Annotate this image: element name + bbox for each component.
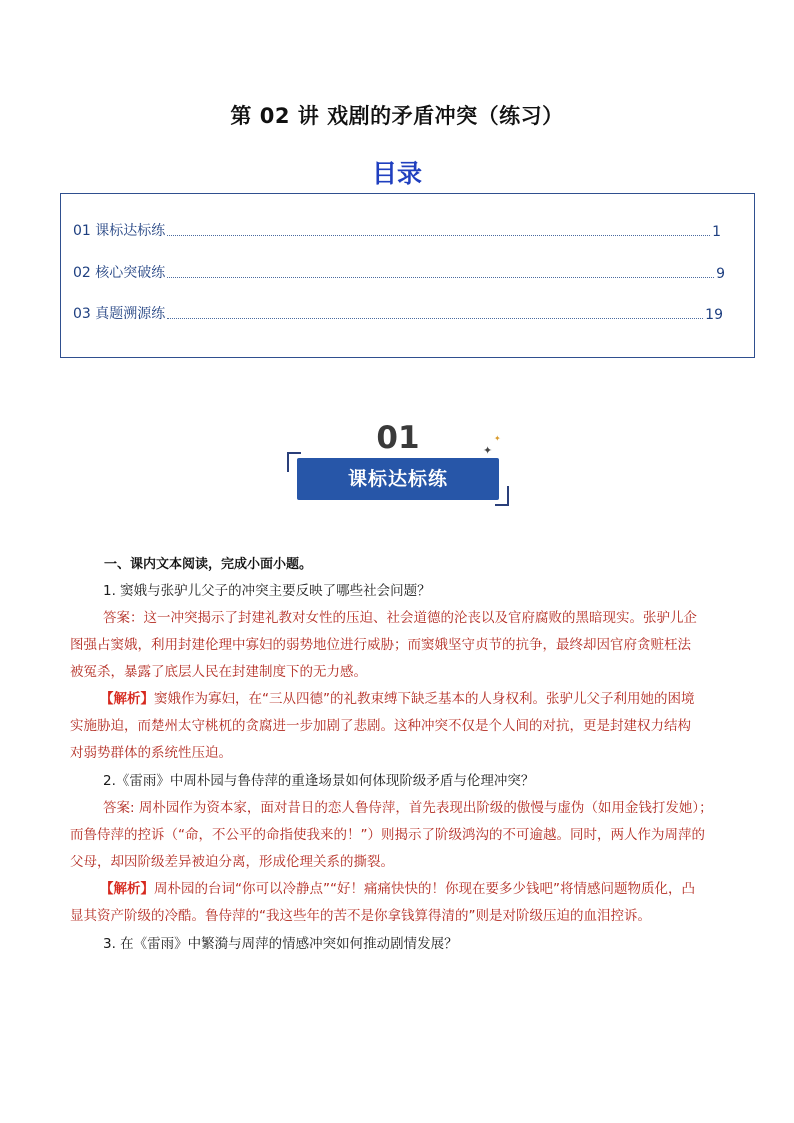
analysis-2-line-2: 显其资产阶级的冷酷。鲁侍萍的“我这些年的苦不是你拿钱算得清的”则是对阶级压迫的血泪控诉。 <box>70 908 651 924</box>
analysis-1-line-2: 实施胁迫，而楚州太守桃杌的贪腐进一步加剧了悲剧。这种冲突不仅是个人间的对抗，更是封建权力结构 <box>70 718 691 734</box>
question-1: 1. 窦娥与张驴儿父子的冲突主要反映了哪些社会问题？ <box>103 583 431 599</box>
analysis-text: 窦娥作为寡妇，在“三从四德”的礼教束缚下缺乏基本的人身权利。张驴儿父子利用她的困境 <box>154 691 695 707</box>
answer-2-line-2: 而鲁侍萍的控诉（“命，不公平的命指使我来的！”）则揭示了阶级鸿沟的不可逾越。同时，两人作为周萍的 <box>70 827 705 843</box>
answer-1-line-1: 答案：这一冲突揭示了封建礼教对女性的压迫、社会道德的沦丧以及官府腐败的黑暗现实。张驴儿企 <box>103 610 697 626</box>
section-banner-text: 课标达标练 <box>347 468 448 490</box>
analysis-2-line-1 <box>100 877 695 897</box>
toc-leader-dots <box>167 318 703 319</box>
toc-heading: 目录 <box>371 159 422 188</box>
document-title: 第 02 讲 戏剧的矛盾冲突（练习） <box>230 104 564 128</box>
toc-entry-2[interactable] <box>73 262 725 282</box>
analysis-tag: 【解析】 <box>100 881 154 897</box>
toc-entry-3[interactable] <box>73 303 723 323</box>
answer-2-line-3: 父母，却因阶级差异被迫分离，形成伦理关系的撕裂。 <box>70 854 394 870</box>
toc-leader-dots <box>167 277 714 278</box>
answer-2-line-1: 答案: 周朴园作为资本家，面对昔日的恋人鲁侍萍，首先表现出阶级的傲慢与虚伪（如用金钱打发她）； <box>103 800 713 816</box>
toc-entry-page: 19 <box>705 307 723 323</box>
sparkle-small-icon: ✦ <box>494 434 501 443</box>
answer-1-line-2: 图强占窦娥，利用封建伦理中寡妇的弱势地位进行威胁；而窦娥坚守贞节的抗争，最终却因官府贪赃枉法 <box>70 637 691 653</box>
toc-entry-label: 02 核心突破练 <box>73 265 166 281</box>
section-heading: 一、课内文本阅读，完成小面小题。 <box>104 557 313 572</box>
question-2: 2.《雷雨》中周朴园与鲁侍萍的重逢场景如何体现阶级矛盾与伦理冲突？ <box>103 773 535 789</box>
answer-1-line-3: 被冤杀，暴露了底层人民在封建制度下的无力感。 <box>70 664 367 680</box>
toc-leader-dots <box>167 235 710 236</box>
toc-entry-page: 9 <box>716 266 725 282</box>
section-badge <box>287 420 509 508</box>
analysis-tag: 【解析】 <box>100 691 154 707</box>
toc-entry-page: 1 <box>712 224 721 240</box>
toc-entry-label: 03 真题溯源练 <box>73 306 166 322</box>
toc-entry-1[interactable] <box>73 220 721 240</box>
analysis-text: 周朴园的台词“你可以冷静点”“好！痛痛快快的！你现在要多少钱吧”将情感问题物质化，凸 <box>154 881 695 897</box>
analysis-1-line-1 <box>100 687 695 707</box>
section-number: 01 <box>376 420 420 456</box>
table-of-contents <box>60 193 755 358</box>
toc-entry-label: 01 课标达标练 <box>73 223 166 239</box>
analysis-1-line-3: 对弱势群体的系统性压迫。 <box>70 745 232 761</box>
question-3: 3. 在《雷雨》中繁漪与周萍的情感冲突如何推动剧情发展？ <box>103 936 458 952</box>
sparkle-icon: ✦ <box>483 444 493 457</box>
bracket-decoration-right <box>495 486 509 506</box>
